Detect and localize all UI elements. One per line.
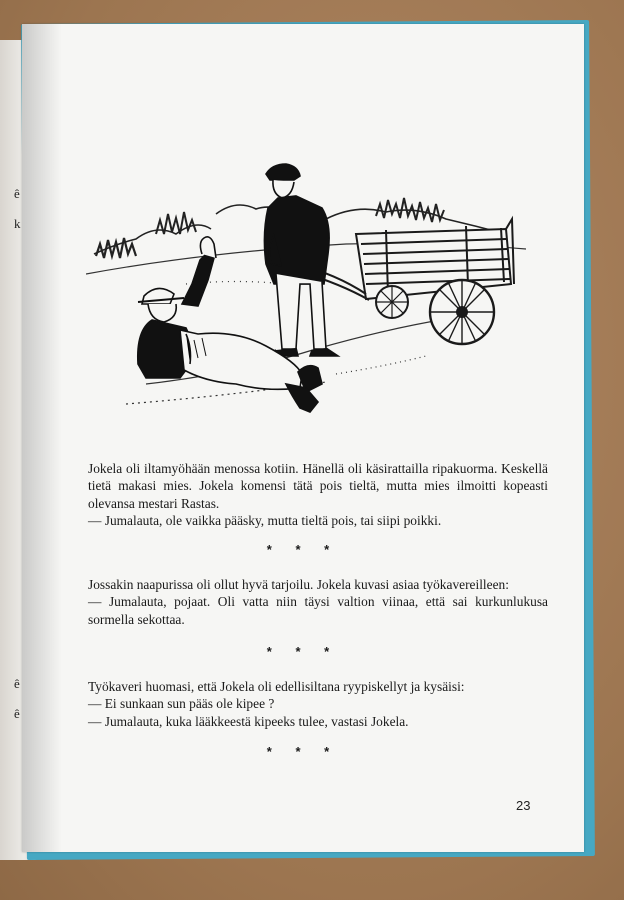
illustration [86,134,526,424]
section-separator: * * * [266,644,340,659]
section-separator: * * * [266,744,340,759]
paragraph: — Jumalauta, kuka lääkkeestä kipeeks tulee, vastasi Jokela. [88,713,409,729]
left-page-mark: ê [14,706,20,721]
paragraph: Jokela oli iltamyöhään menossa kotiin. Hänellä oli käsirattailla ripakuorma. Keskellä tietä makasi mies. Jokela komensi tätä pois tieltä, mutta mies ilmoitti kopeasti olevansa mestari Rastas. [88,461,548,511]
anecdote-2 [88,576,548,628]
anecdote-3 [88,678,548,730]
gutter-shadow [22,24,62,852]
anecdote-1 [88,460,548,530]
paragraph: — Jumalauta, ole vaikka pääsky, mutta tieltä pois, tai siipi poikki. [88,513,442,529]
paragraph: — Ei sunkaan sun pääs ole kipee ? [88,696,275,712]
book-page [22,24,584,852]
paragraph: Työkaveri huomasi, että Jokela oli edellisiltana ryypiskellyt ja kysäisi: [88,679,465,694]
left-page-mark: ê [14,676,20,691]
left-page-mark: ê [14,186,20,201]
section-separator: * * * [266,542,340,557]
paragraph: Jossakin naapurissa oli ollut hyvä tarjoilu. Jokela kuvasi asiaa työkavereilleen: [88,577,509,592]
paragraph: — Jumalauta, pojaat. Oli vatta niin täysi valtion viinaa, että sai kurkunlukusa sormella sekottaa. [88,594,548,627]
page-number: 23 [516,798,531,813]
left-page-mark: k [14,216,21,231]
standing-man [264,164,338,356]
